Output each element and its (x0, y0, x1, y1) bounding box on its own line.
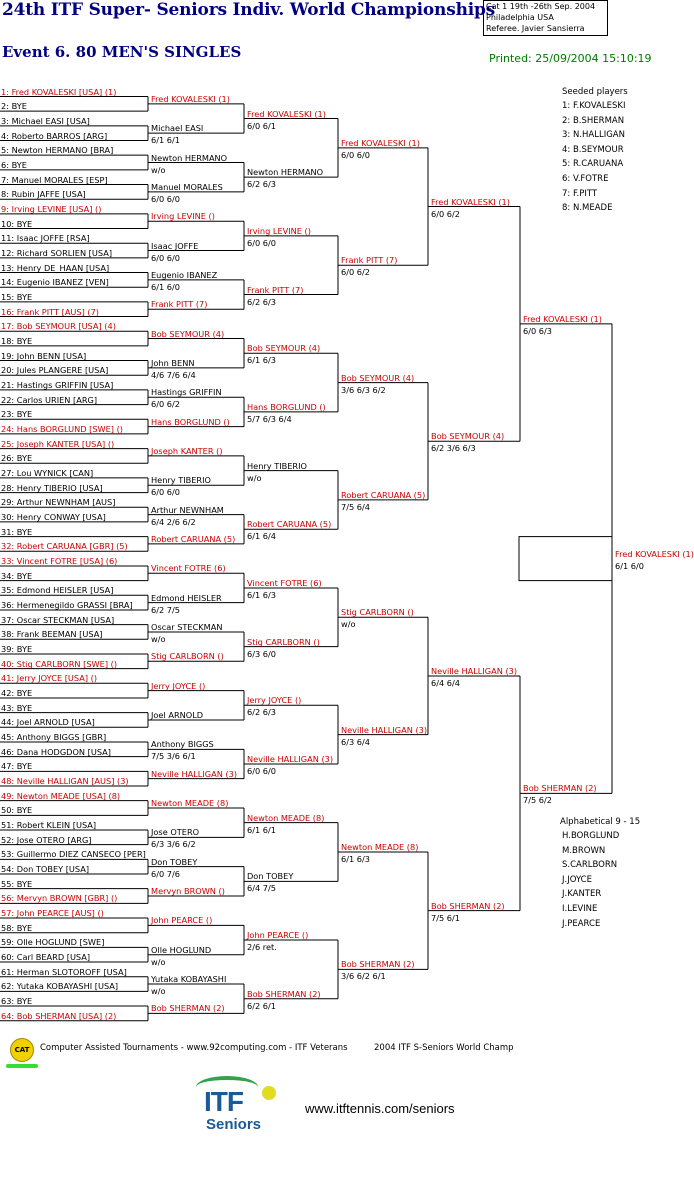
match-score: 6/0 6/0 (341, 149, 370, 160)
match-winner: Newton HERMANO (151, 152, 228, 163)
match-score: w/o (151, 633, 166, 644)
draw-slot: 16: Frank PITT [AUS] (7) (1, 306, 100, 317)
match-score: 6/0 6/2 (341, 267, 370, 278)
draw-slot: 57: John PEARCE [AUS] () (1, 908, 104, 919)
alphabetical-player: J.KANTER (562, 889, 602, 900)
match-score: 6/3 6/4 (341, 736, 370, 747)
match-score: 6/4 7/5 (247, 883, 276, 894)
match-score: 6/0 7/6 (151, 868, 180, 879)
match-score: w/o (151, 956, 166, 967)
match-score: w/o (341, 619, 356, 630)
draw-slot: 1: Fred KOVALESKI [USA] (1) (1, 86, 117, 97)
match-score: 5/7 6/3 6/4 (247, 413, 292, 424)
draw-slot: 26: BYE (1, 453, 33, 464)
match-score: w/o (247, 472, 262, 483)
draw-slot: 30: Henry CONWAY [USA] (1, 511, 106, 522)
alphabetical-player: I.LEVINE (562, 904, 598, 914)
draw-slot: 5: Newton HERMANO [BRA] (1, 145, 114, 156)
draw-slot: 2: BYE (1, 101, 27, 112)
match-winner: Newton MEADE (8) (247, 812, 325, 823)
match-score: w/o (151, 986, 166, 997)
draw-slot: 50: BYE (1, 805, 33, 816)
match-winner: Neville HALLIGAN (3) (151, 768, 238, 779)
match-winner: Jerry JOYCE () (151, 680, 206, 691)
cat-logo-underline (6, 1064, 38, 1068)
match-score: 6/1 6/1 (247, 824, 276, 835)
seeded-player: 1: F.KOVALESKI (562, 101, 626, 111)
draw-slot: 46: Dana HODGDON [USA] (1, 746, 111, 757)
match-winner: Bob SHERMAN (2) (247, 988, 321, 999)
itf-logo-sub: Seniors (206, 1116, 262, 1133)
match-score: 2/6 ret. (247, 942, 277, 953)
match-score: 6/2 6/3 (247, 707, 276, 718)
match-winner: Jose OTERO (151, 827, 200, 838)
seeded-player: 4: B.SEYMOUR (562, 144, 624, 155)
draw-slot: 32: Robert CARUANA [GBR] (5) (1, 541, 128, 552)
match-winner: Irving LEVINE () (247, 225, 311, 236)
match-score: 3/6 6/3 6/2 (341, 384, 386, 395)
match-winner: Bob SEYMOUR (4) (151, 328, 225, 339)
draw-slot: 36: Hermenegildo GRASSI [BRA] (1, 599, 133, 610)
draw-slot: 48: Neville HALLIGAN [AUS] (3) (1, 775, 129, 786)
match-score: 6/2 3/6 6/3 (431, 443, 476, 454)
match-score: 6/1 6/4 (247, 531, 276, 542)
match-winner: John BENN (151, 357, 195, 368)
match-winner: Don TOBEY (151, 856, 198, 867)
draw-slot: 7: Manuel MORALES [ESP] (1, 174, 108, 185)
match-winner: Fred KOVALESKI (1) (431, 196, 510, 207)
itf-logo-word: ITF (204, 1086, 243, 1117)
draw-slot: 54: Don TOBEY [USA] (1, 864, 90, 874)
match-winner: Mervyn BROWN () (151, 886, 225, 896)
draw-slot: 41: Jerry JOYCE [USA] () (1, 673, 98, 684)
match-winner: Newton MEADE (8) (341, 842, 419, 852)
match-score: 6/4 2/6 6/2 (151, 516, 196, 527)
draw-slot: 42: BYE (1, 687, 33, 698)
match-winner: Bob SHERMAN (2) (431, 900, 505, 911)
draw-slot: 18: BYE (1, 335, 33, 346)
draw-slot: 17: Bob SEYMOUR [USA] (4) (1, 321, 116, 332)
cat-logo-icon: CAT (10, 1038, 34, 1062)
draw-slot: 53: Guillermo DIEZ CANSECO [PER] (1, 849, 146, 860)
info-line-referee: Referee. Javier Sansierra (486, 24, 585, 33)
match-score: 6/0 6/0 (151, 487, 180, 498)
match-score: 6/0 6/1 (247, 120, 276, 131)
match-winner: Edmond HEISLER (151, 592, 222, 603)
draw-slot: 33: Vincent FOTRE [USA] (6) (1, 555, 118, 566)
seeded-players-title: Seeded players (562, 87, 628, 97)
draw-slot: 25: Joseph KANTER [USA] () (1, 438, 115, 449)
draw-slot: 51: Robert KLEIN [USA] (1, 820, 97, 830)
match-winner: Bob SHERMAN (2) (523, 783, 597, 794)
draw-slot: 8: Rubin JAFFE [USA] (1, 189, 86, 200)
alphabetical-player: J.JOYCE (562, 874, 592, 885)
match-score: 6/0 6/0 (247, 237, 276, 248)
draw-slot: 55: BYE (1, 878, 33, 889)
info-line-location: Philadelphia USA (486, 13, 554, 22)
match-winner: Stig CARLBORN () (151, 651, 224, 662)
match-winner: Don TOBEY (247, 871, 294, 882)
draw-slot: 29: Arthur NEWNHAM [AUS] (1, 497, 116, 508)
draw-slot: 63: BYE (1, 996, 33, 1007)
footer-event: 2004 ITF S-Seniors World Champ (374, 1043, 514, 1053)
draw-slot: 60: Carl BEARD [USA] (1, 952, 91, 963)
alphabetical-player: H.BORGLUND (562, 831, 620, 841)
draw-slot: 44: Joel ARNOLD [USA] (1, 717, 95, 728)
match-winner: Jerry JOYCE () (247, 695, 302, 706)
match-winner: Vincent FOTRE (6) (247, 577, 322, 588)
match-winner: Joseph KANTER () (151, 445, 223, 456)
event-title: Event 6. 80 MEN'S SINGLES (2, 43, 242, 61)
draw-slot: 28: Henry TIBERIO [USA] (1, 482, 103, 493)
match-score: 7/5 6/2 (523, 795, 552, 806)
draw-slot: 24: Hans BORGLUND [SWE] () (1, 423, 123, 434)
draw-slot: 56: Mervyn BROWN [GBR] () (1, 893, 118, 904)
itf-seniors-link[interactable]: www.itftennis.com/seniors (305, 1101, 455, 1116)
draw-slot: 27: Lou WYNICK [CAN] (1, 467, 94, 478)
draw-slot: 15: BYE (1, 291, 33, 302)
match-winner: Bob SHERMAN (2) (341, 959, 415, 970)
match-winner: Hastings GRIFFIN (151, 387, 222, 398)
match-score: 6/3 3/6 6/2 (151, 839, 196, 850)
draw-slot: 38: Frank BEEMAN [USA] (1, 629, 103, 640)
match-winner: Irving LEVINE () (151, 211, 215, 222)
match-winner: Neville HALLIGAN (3) (431, 665, 518, 676)
alphabetical-player: J.PEARCE (562, 918, 601, 929)
draw-slot: 22: Carlos URIEN [ARG] (1, 394, 98, 405)
match-winner: Newton HERMANO (247, 167, 324, 178)
info-line-cat: Cat 1 19th -26th Sep. 2004 (486, 2, 596, 11)
match-winner: Eugenio IBANEZ (151, 269, 218, 280)
draw-slot: 20: Jules PLANGERE [USA] (1, 365, 109, 376)
match-winner: Hans BORGLUND () (151, 416, 230, 427)
seeded-player: 2: B.SHERMAN (562, 115, 625, 126)
match-winner: Fred KOVALESKI (1) (247, 108, 326, 119)
match-winner: Fred KOVALESKI (1) (615, 548, 694, 559)
match-score: 6/1 6/3 (247, 589, 276, 600)
match-score: 7/5 6/4 (341, 501, 370, 512)
alphabetical-player: M.BROWN (562, 845, 606, 856)
page-title: 24th ITF Super- Seniors Indiv. World Championships (2, 0, 496, 20)
draw-slot: 3: Michael EASI [USA] (1, 115, 90, 126)
match-winner: Stig CARLBORN () (341, 607, 414, 618)
draw-slot: 64: Bob SHERMAN [USA] (2) (1, 1010, 117, 1021)
match-score: 6/0 6/0 (247, 765, 276, 776)
match-winner: Fred KOVALESKI (1) (151, 93, 230, 104)
match-winner: Bob SHERMAN (2) (151, 1003, 225, 1014)
printed-timestamp: Printed: 25/09/2004 15:10:19 (489, 52, 652, 65)
draw-slot: 14: Eugenio IBANEZ [VEN] (1, 277, 109, 288)
match-score: 6/0 6/2 (151, 399, 180, 410)
draw-slot: 62: Yutaka KOBAYASHI [USA] (1, 981, 119, 992)
match-winner: Vincent FOTRE (6) (151, 563, 226, 574)
match-winner: Yutaka KOBAYASHI (151, 974, 227, 985)
match-winner: Bob SEYMOUR (4) (431, 431, 505, 442)
draw-slot: 10: BYE (1, 218, 33, 229)
match-score: w/o (151, 164, 166, 175)
draw-slot: 6: BYE (1, 159, 27, 170)
draw-slot: 19: John BENN [USA] (1, 350, 87, 361)
draw-slot: 12: Richard SORLIEN [USA] (1, 247, 113, 258)
match-score: 6/0 6/0 (151, 252, 180, 263)
match-winner: John PEARCE () (151, 915, 213, 926)
alphabetical-player: S.CARLBORN (562, 860, 618, 871)
match-score: 7/5 3/6 6/1 (151, 751, 196, 762)
match-winner: Fred KOVALESKI (1) (523, 313, 602, 324)
match-score: 6/2 6/3 (247, 296, 276, 307)
match-winner: Robert CARUANA (5) (151, 533, 236, 544)
match-score: 6/2 7/5 (151, 604, 180, 615)
draw-slot: 61: Herman SLOTOROFF [USA] (1, 966, 127, 977)
match-winner: Neville HALLIGAN (3) (247, 753, 334, 764)
seeded-player: 7: F.PITT (562, 188, 598, 199)
draw-slot: 31: BYE (1, 526, 33, 537)
match-winner: Frank PITT (7) (341, 255, 398, 266)
match-winner: Bob SEYMOUR (4) (247, 343, 321, 354)
match-winner: Manuel MORALES (151, 181, 223, 192)
match-winner: Robert CARUANA (5) (341, 489, 426, 500)
match-winner: John PEARCE () (247, 930, 309, 941)
match-score: 7/5 6/1 (431, 912, 460, 923)
match-score: 6/1 6/0 (615, 560, 644, 571)
draw-slot: 40: Stig CARLBORN [SWE] () (1, 658, 118, 669)
match-winner: Isaac JOFFE (151, 240, 199, 251)
match-winner: Olle HOGLUND (151, 944, 212, 955)
match-score: 3/6 6/2 6/1 (341, 971, 386, 982)
draw-slot: 45: Anthony BIGGS [GBR] (1, 731, 107, 742)
draw-slot: 58: BYE (1, 922, 33, 933)
draw-slot: 43: BYE (1, 702, 33, 713)
draw-slot: 52: Jose OTERO [ARG] (1, 834, 92, 845)
match-score: 6/3 6/0 (247, 648, 276, 659)
match-winner: Newton MEADE (8) (151, 797, 229, 808)
match-score: 6/2 6/1 (247, 1000, 276, 1011)
champion-box (519, 537, 612, 581)
seeded-player: 8: N.MEADE (562, 203, 613, 214)
match-score: 6/1 6/3 (341, 854, 370, 864)
match-score: 6/1 6/3 (247, 355, 276, 366)
draw-slot: 39: BYE (1, 643, 33, 654)
draw-slot: 21: Hastings GRIFFIN [USA] (1, 379, 114, 390)
match-score: 4/6 7/6 6/4 (151, 369, 196, 380)
draw-slot: 35: Edmond HEISLER [USA] (1, 585, 114, 596)
match-winner: Frank PITT (7) (151, 299, 208, 310)
match-winner: Henry TIBERIO (247, 460, 307, 471)
footer-credit: Computer Assisted Tournaments - www.92computing.com - ITF Veterans (40, 1043, 348, 1053)
draw-slot: 9: Irving LEVINE [USA] () (1, 203, 102, 214)
match-score: 6/0 6/2 (431, 208, 460, 219)
tennis-ball-icon (262, 1086, 276, 1100)
match-winner: Stig CARLBORN () (247, 636, 320, 647)
seeded-player: 5: R.CARUANA (562, 159, 624, 170)
draw-slot: 23: BYE (1, 409, 33, 420)
seeded-player: 6: V.FOTRE (562, 174, 609, 184)
draw-slot: 47: BYE (1, 761, 33, 772)
match-winner: Fred KOVALESKI (1) (341, 137, 420, 148)
match-score: 6/0 6/0 (151, 193, 180, 204)
match-winner: Frank PITT (7) (247, 284, 304, 295)
match-score: 6/4 6/4 (431, 677, 460, 688)
match-winner: Arthur NEWNHAM (151, 504, 224, 515)
match-winner: Bob SEYMOUR (4) (341, 372, 415, 383)
seeded-player: 3: N.HALLIGAN (562, 130, 625, 141)
match-score: 6/2 6/3 (247, 179, 276, 190)
match-winner: Henry TIBERIO (151, 475, 211, 486)
alphabetical-title: Alphabetical 9 - 15 (560, 817, 641, 827)
draw-slot: 37: Oscar STECKMAN [USA] (1, 614, 115, 625)
match-score: 6/1 6/0 (151, 281, 180, 292)
draw-slot: 49: Newton MEADE [USA] (8) (1, 790, 121, 801)
match-winner: Anthony BIGGS (151, 739, 214, 750)
draw-slot: 13: Henry DE_HAAN [USA] (1, 262, 110, 273)
match-score: 6/1 6/1 (151, 135, 180, 146)
match-winner: Michael EASI (151, 123, 204, 134)
draw-slot: 11: Isaac JOFFE [RSA] (1, 233, 90, 244)
draw-slot: 34: BYE (1, 570, 33, 581)
draw-slot: 4: Roberto BARROS [ARG] (1, 130, 108, 141)
match-winner: Joel ARNOLD (151, 709, 204, 720)
match-winner: Neville HALLIGAN (3) (341, 724, 428, 735)
draw-slot: 59: Olle HOGLUND [SWE] (1, 937, 105, 948)
match-winner: Hans BORGLUND () (247, 401, 326, 412)
match-winner: Oscar STECKMAN (151, 621, 223, 632)
match-score: 6/0 6/3 (523, 325, 552, 336)
match-winner: Robert CARUANA (5) (247, 519, 332, 530)
